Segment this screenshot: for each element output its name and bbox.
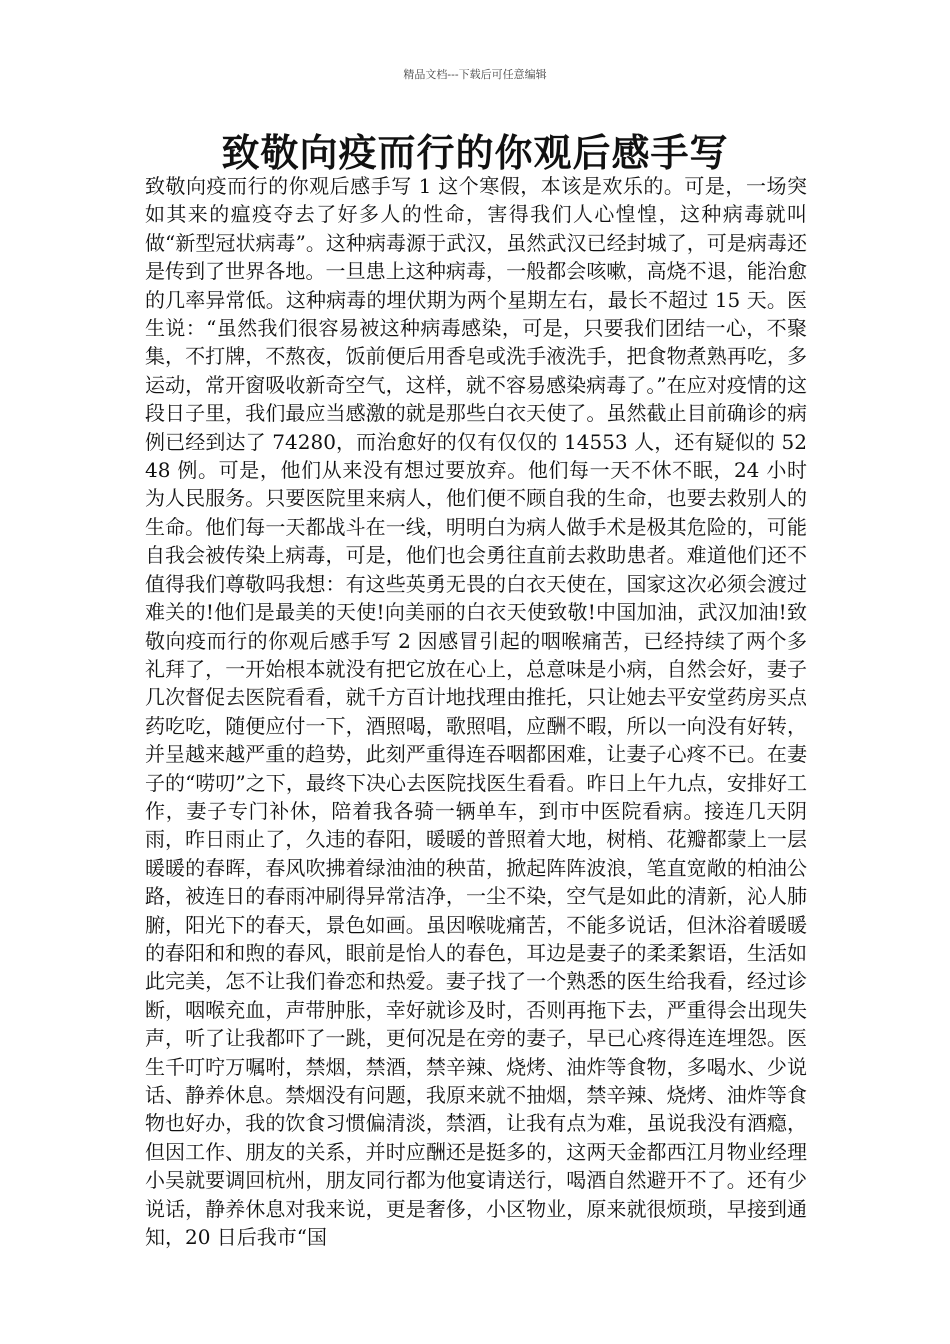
page-header: 精品文档---下载后可任意编辑 (403, 68, 547, 81)
document-body: 致敬向疫而行的你观后感手写 1 这个寒假，本该是欢乐的。可是，一场突如其来的瘟疫夺去了好多人的性命，害得我们人心惶惶，这种病毒就叫做“新型冠状病毒”。这种病毒源于武汉，虽然武汉已经封城了，可是病毒还是传到了世界各地。一旦患上这种病毒，一般都会咳嗽，高烧不退，能治愈的几率异常低。这种病毒的埋伏期为两个星期左右，最长不超过 15 天。医生说：“虽然我们很容易被这种病毒感染，可是，只要我们团结一心，不聚集，不打牌，不熬夜，饭前便后用香皂或洗手液洗手，把食物煮熟再吃，多运动，常开窗吸收新奇空气，这样，就不容易感染病毒了。”在应对疫情的这段日子里，我们最应当感激的就是那些白衣天使了。虽然截止目前确诊的病例已经到达了 74280，而治愈好的仅有仅仅的 14553 人，还有疑似的 5248 例。可是，他们从来没有想过要放弃。他们每一天不休不眠，24 小时为人民服务。只要医院里来病人，他们便不顾自我的生命，也要去救别人的生命。他们每一天都战斗在一线，明明白为病人做手术是极其危险的，可能自我会被传染上病毒，可是，他们也会勇往直前去救助患者。难道他们还不值得我们尊敬吗我想：有这些英勇无畏的白衣天使在，国家这次必须会渡过难关的!他们是最美的天使!向美丽的白衣天使致敬!中国加油，武汉加油!致敬向疫而行的你观后感手写 2 因感冒引起的咽喉痛苦，已经持续了两个多礼拜了，一开始根本就没有把它放在心上，总意味是小病，自然会好，妻子几次督促去医院看看，就千方百计地找理由推托，只让她去平安堂药房买点药吃吃，随便应付一下，酒照喝，歌照唱，应酬不暇，所以一向没有好转，并呈越来越严重的趋势，此刻严重得连吞咽都困难，让妻子心疼不已。在妻子的“唠叨”之下，最终下决心去医院找医生看看。昨日上午九点，安排好工作，妻子专门补休，陪着我各骑一辆单车，到市中医院看病。接连几天阴雨，昨日雨止了，久违的春阳，暖暖的普照着大地，树梢、花瓣都蒙上一层暖暖的春晖，春风吹拂着绿油油的秧苗，掀起阵阵波浪，笔直宽敞的柏油公路，被连日的春雨冲刷得异常洁净，一尘不染，空气是如此的清新，沁人肺腑，阳光下的春天，景色如画。虽因喉咙痛苦，不能多说话，但沐浴着暖暖的春阳和和煦的春风，眼前是怡人的春色，耳边是妻子的柔柔絮语，生活如此完美，怎不让我们眷恋和热爱。妻子找了一个熟悉的医生给我看，经过诊断，咽喉充血，声带肿胀，幸好就诊及时，否则再拖下去，严重得会出现失声，听了让我都吓了一跳，更何况是在旁的妻子，早已心疼得连连埋怨。医生千叮咛万嘱咐，禁烟，禁酒，禁辛辣、烧烤、油炸等食物，多喝水、少说话、静养休息。禁烟没有问题，我原来就不抽烟，禁辛辣、烧烤、油炸等食物也好办，我的饮食习惯偏清淡，禁酒，让我有点为难，虽说我没有酒瘾，但因工作、朋友的关系，并时应酬还是挺多的，这两天金都西江月物业经理小吴就要调回杭州，朋友同行都为他宴请送行，喝酒自然避开不了。还有少说话，静养休息对我来说，更是奢侈，小区物业，原来就很烦琐，早接到通知，20 日后我市“国 (145, 174, 807, 1250)
document-title: 致敬向疫而行的你观后感手写 (221, 131, 729, 175)
